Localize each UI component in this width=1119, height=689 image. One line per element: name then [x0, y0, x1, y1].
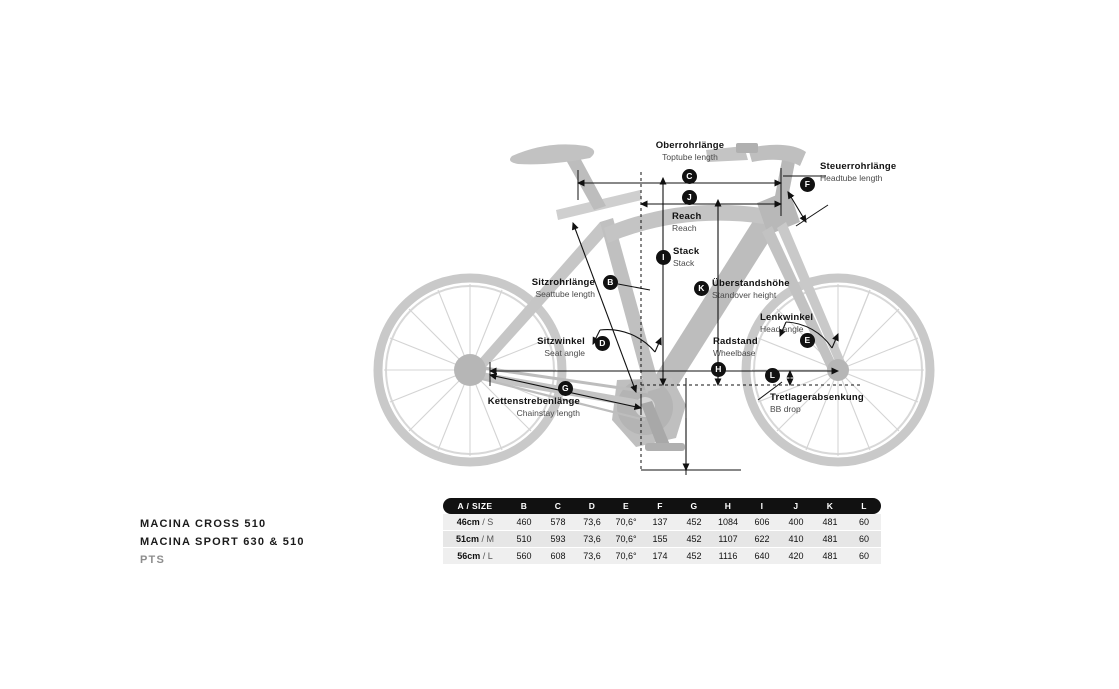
- cell-L: 60: [847, 548, 881, 565]
- model-label: PTS: [140, 554, 165, 566]
- cell-J: 410: [779, 531, 813, 548]
- cell-K: 481: [813, 514, 847, 531]
- table-row: [443, 514, 881, 531]
- bullet-F: F: [800, 177, 815, 192]
- callout-toptube: Oberrohrlänge Toptube length: [655, 140, 725, 162]
- bullet-K: K: [694, 281, 709, 296]
- cell-B: 510: [507, 531, 541, 548]
- bullet-E: E: [800, 333, 815, 348]
- callout-bbdrop: Tretlagerabsenkung BB drop: [770, 392, 864, 414]
- cell-F: 174: [643, 548, 677, 565]
- bullet-J: J: [682, 190, 697, 205]
- callout-wheelbase: Radstand Wheelbase: [713, 336, 758, 358]
- callout-stack: Stack Stack: [673, 246, 700, 268]
- bullet-L: L: [765, 368, 780, 383]
- col-head-B: B: [507, 498, 541, 514]
- cell-D: 73,6: [575, 514, 609, 531]
- callout-reach: Reach Reach: [672, 211, 702, 233]
- cell-G: 452: [677, 531, 711, 548]
- cell-C: 608: [541, 548, 575, 565]
- bullet-B: B: [603, 275, 618, 290]
- col-head-D: D: [575, 498, 609, 514]
- cell-H: 1116: [711, 548, 745, 565]
- cell-I: 640: [745, 548, 779, 565]
- cell-F: 155: [643, 531, 677, 548]
- col-head-C: C: [541, 498, 575, 514]
- bullet-C: C: [682, 169, 697, 184]
- col-head-E: E: [609, 498, 643, 514]
- cell-size: 56cm / L: [443, 548, 507, 565]
- col-head-H: H: [711, 498, 745, 514]
- cell-I: 606: [745, 514, 779, 531]
- bullet-D: D: [595, 336, 610, 351]
- cell-C: 578: [541, 514, 575, 531]
- callout-seatangle: Sitzwinkel Seat angle: [537, 336, 585, 358]
- cell-E: 70,6°: [609, 548, 643, 565]
- cell-K: 481: [813, 548, 847, 565]
- cell-G: 452: [677, 548, 711, 565]
- col-head-K: K: [813, 498, 847, 514]
- cell-C: 593: [541, 531, 575, 548]
- callout-seattube: Sitzrohrlänge Seattube length: [531, 277, 595, 299]
- cell-B: 460: [507, 514, 541, 531]
- col-head-size: A / SIZE: [443, 498, 507, 514]
- cell-size: 46cm / S: [443, 514, 507, 531]
- table-row: [443, 531, 881, 548]
- cell-J: 420: [779, 548, 813, 565]
- model-label: MACINA SPORT 630 & 510: [140, 536, 305, 548]
- geometry-table-wrap: [0, 498, 1119, 588]
- col-head-L: L: [847, 498, 881, 514]
- cell-H: 1107: [711, 531, 745, 548]
- col-head-F: F: [643, 498, 677, 514]
- geometry-table: [443, 498, 881, 565]
- cell-E: 70,6°: [609, 514, 643, 531]
- table-row: [443, 548, 881, 565]
- cell-D: 73,6: [575, 531, 609, 548]
- cell-B: 560: [507, 548, 541, 565]
- cell-E: 70,6°: [609, 531, 643, 548]
- cell-F: 137: [643, 514, 677, 531]
- cell-L: 60: [847, 514, 881, 531]
- callout-headtube: Steuerrohrlänge Headtube length: [820, 161, 897, 183]
- model-label: MACINA CROSS 510: [140, 518, 267, 530]
- callout-standover: Überstandshöhe Standover height: [712, 278, 790, 300]
- cell-L: 60: [847, 531, 881, 548]
- col-head-J: J: [779, 498, 813, 514]
- callout-headangle: Lenkwinkel Head angle: [760, 312, 814, 334]
- col-head-I: I: [745, 498, 779, 514]
- cell-K: 481: [813, 531, 847, 548]
- bullet-I: I: [656, 250, 671, 265]
- cell-size: 51cm / M: [443, 531, 507, 548]
- cell-I: 622: [745, 531, 779, 548]
- bullet-G: G: [558, 381, 573, 396]
- cell-G: 452: [677, 514, 711, 531]
- bullet-H: H: [711, 362, 726, 377]
- col-head-G: G: [677, 498, 711, 514]
- callout-chainstay: Kettenstrebenlänge Chainstay length: [487, 396, 580, 418]
- cell-J: 400: [779, 514, 813, 531]
- cell-H: 1084: [711, 514, 745, 531]
- cell-D: 73,6: [575, 548, 609, 565]
- table-header-row: [443, 498, 881, 514]
